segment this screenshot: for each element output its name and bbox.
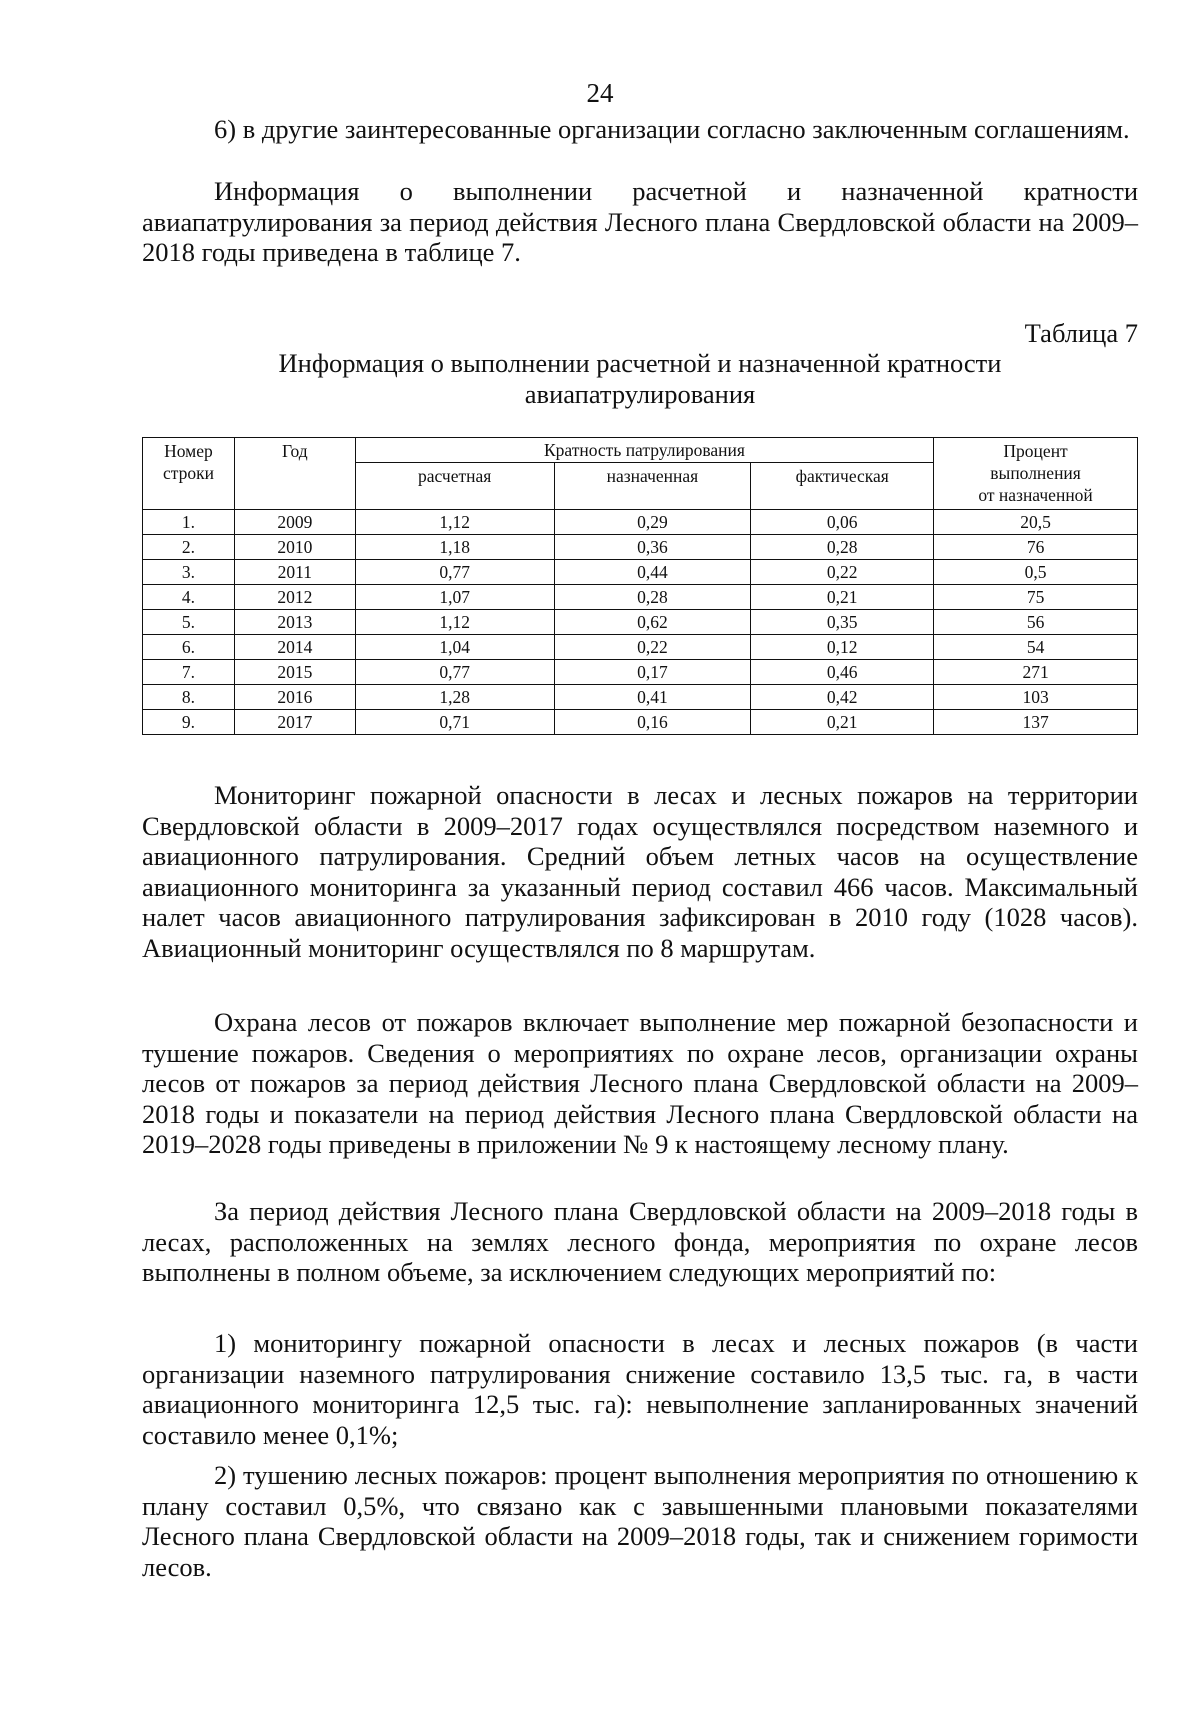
cell-row-number: 9. — [143, 710, 235, 735]
table-label: Таблица 7 — [1024, 318, 1138, 348]
cell-year: 2009 — [234, 510, 355, 535]
cell-row-number: 2. — [143, 535, 235, 560]
cell-assigned: 0,17 — [554, 660, 751, 685]
header-percent-line-2: выполнения — [990, 463, 1081, 483]
table-row — [143, 710, 1138, 735]
table-row — [143, 560, 1138, 585]
cell-percent: 0,5 — [934, 560, 1138, 585]
cell-actual: 0,06 — [751, 510, 934, 535]
cell-assigned: 0,29 — [554, 510, 751, 535]
table-row — [143, 535, 1138, 560]
cell-calculated: 0,77 — [355, 560, 554, 585]
header-actual: фактическая — [751, 463, 934, 510]
cell-calculated: 0,77 — [355, 660, 554, 685]
cell-percent: 75 — [934, 585, 1138, 610]
body-paragraph-2: Охрана лесов от пожаров включает выполнение мер пожарной безопасности и тушение пожаров. Сведения о мероприятиях по охране лесов, организации охраны лесов от пожаров за период действия Лесного плана Свердловской области на 2009–2018 годы и показатели на период действия Лесного плана Свердловской области на 2019–2028 годы приведены в приложении № 9 к настоящему лесному плану. — [142, 1007, 1138, 1159]
cell-actual: 0,22 — [751, 560, 934, 585]
cell-calculated: 1,04 — [355, 635, 554, 660]
body-paragraph-3: За период действия Лесного плана Свердловской области на 2009–2018 годы в лесах, расположенных на землях лесного фонда, мероприятия по охране лесов выполнены в полном объеме, за исключением следующих мероприятий по: — [142, 1196, 1138, 1287]
cell-percent: 20,5 — [934, 510, 1138, 535]
cell-actual: 0,28 — [751, 535, 934, 560]
header-calculated: расчетная — [355, 463, 554, 510]
cell-row-number: 1. — [143, 510, 235, 535]
header-percent-line-1: Процент — [1003, 441, 1068, 461]
cell-assigned: 0,62 — [554, 610, 751, 635]
cell-calculated: 1,28 — [355, 685, 554, 710]
cell-year: 2014 — [234, 635, 355, 660]
cell-row-number: 8. — [143, 685, 235, 710]
page-number: 24 — [586, 78, 614, 108]
cell-year: 2010 — [234, 535, 355, 560]
header-percent — [934, 438, 1138, 510]
cell-calculated: 1,12 — [355, 610, 554, 635]
intro-paragraph-2: Информация о выполнении расчетной и назначенной кратности авиапатрулирования за период действия Лесного плана Свердловской области на 2009–2018 годы приведена в таблице 7. — [142, 176, 1138, 267]
header-row-number-line-1: Номер — [164, 441, 213, 461]
header-multiplicity: Кратность патрулирования — [355, 438, 933, 463]
cell-assigned: 0,36 — [554, 535, 751, 560]
cell-percent: 137 — [934, 710, 1138, 735]
body-paragraph-4: 1) мониторингу пожарной опасности в лесах и лесных пожаров (в части организации наземного патрулирования снижение составило 13,5 тыс. га, в части авиационного мониторинга 12,5 тыс. га): невыполнение запланированных значений составило менее 0,1%; — [142, 1328, 1138, 1450]
intro-paragraph-1: 6) в другие заинтересованные организации согласно заключенным соглашениям. — [214, 114, 1130, 144]
cell-year: 2015 — [234, 660, 355, 685]
cell-year: 2013 — [234, 610, 355, 635]
cell-row-number: 5. — [143, 610, 235, 635]
cell-actual: 0,21 — [751, 585, 934, 610]
table-row — [143, 510, 1138, 535]
cell-assigned: 0,44 — [554, 560, 751, 585]
cell-percent: 56 — [934, 610, 1138, 635]
cell-year: 2016 — [234, 685, 355, 710]
cell-actual: 0,12 — [751, 635, 934, 660]
cell-actual: 0,21 — [751, 710, 934, 735]
table-title-line-2: авиапатрулирования — [524, 379, 756, 409]
table-title — [142, 348, 1138, 410]
header-row-number-line-2: строки — [162, 463, 214, 483]
table-row — [143, 610, 1138, 635]
header-percent-line-3: от назначенной — [978, 485, 1093, 505]
cell-percent: 103 — [934, 685, 1138, 710]
cell-assigned: 0,16 — [554, 710, 751, 735]
cell-year: 2012 — [234, 585, 355, 610]
header-year: Год — [234, 438, 355, 510]
cell-percent: 271 — [934, 660, 1138, 685]
patrol-multiplicity-table — [142, 437, 1138, 735]
header-row-number — [143, 438, 235, 510]
cell-assigned: 0,28 — [554, 585, 751, 610]
cell-assigned: 0,22 — [554, 635, 751, 660]
cell-calculated: 1,18 — [355, 535, 554, 560]
header-assigned: назначенная — [554, 463, 751, 510]
cell-actual: 0,42 — [751, 685, 934, 710]
cell-percent: 54 — [934, 635, 1138, 660]
table-row — [143, 585, 1138, 610]
cell-year: 2011 — [234, 560, 355, 585]
cell-row-number: 6. — [143, 635, 235, 660]
cell-percent: 76 — [934, 535, 1138, 560]
cell-year: 2017 — [234, 710, 355, 735]
body-paragraph-1: Мониторинг пожарной опасности в лесах и лесных пожаров на территории Свердловской области в 2009–2017 годах осуществлялся посредством наземного и авиационного патрулирования. Средний объем летных часов на осуществление авиационного мониторинга за указанный период составил 466 часов. Максимальный налет часов авиационного патрулирования зафиксирован в 2010 году (1028 часов). Авиационный мониторинг осуществлялся по 8 маршрутам. — [142, 780, 1138, 963]
cell-calculated: 0,71 — [355, 710, 554, 735]
table-row — [143, 635, 1138, 660]
cell-row-number: 4. — [143, 585, 235, 610]
cell-actual: 0,46 — [751, 660, 934, 685]
table-title-line-1: Информация о выполнении расчетной и назначенной кратности — [278, 348, 1002, 378]
cell-calculated: 1,12 — [355, 510, 554, 535]
body-paragraph-5: 2) тушению лесных пожаров: процент выполнения мероприятия по отношению к плану составил 0,5%, что связано как с завышенными плановыми показателями Лесного плана Свердловской области на 2009–2018 годы, так и снижением горимости лесов. — [142, 1460, 1138, 1582]
table-row — [143, 685, 1138, 710]
table-row — [143, 660, 1138, 685]
cell-row-number: 3. — [143, 560, 235, 585]
cell-assigned: 0,41 — [554, 685, 751, 710]
cell-actual: 0,35 — [751, 610, 934, 635]
cell-calculated: 1,07 — [355, 585, 554, 610]
cell-row-number: 7. — [143, 660, 235, 685]
